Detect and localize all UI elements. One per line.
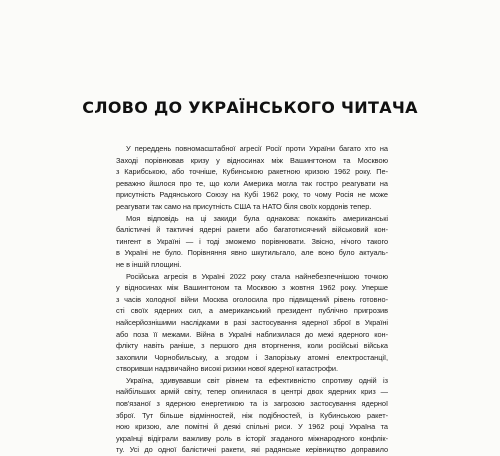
text-line: в Україні не було. Порівняння явно шкутильгало, але воно було актуаль-	[116, 248, 388, 258]
text-line: присутність Радянського Союзу на Кубі 1962 року, то чому Росія не може	[116, 190, 388, 200]
text-line: або поза її межами. Війна в Україні наблизилася до межі ядерного кон-	[116, 329, 388, 339]
body-text	[116, 143, 388, 456]
text-line: створивши надзвичайно високі ризики нової ядерної катастрофи.	[116, 364, 338, 374]
text-line: з Карибською, або точніше, Кубинською ракетною кризою 1962 року. Пе-	[116, 167, 388, 177]
text-line: українці відіграли важливу роль в історії згаданого міжнародного конфлік-	[116, 433, 388, 443]
text-line: з часів холодної війни Москва оголосила про підвищений рівень готовно-	[116, 294, 388, 304]
text-line: пов'язаної з ядерною енергетикою та із загрозою застосування ядерної	[116, 399, 388, 409]
paragraph	[116, 213, 388, 271]
text-line: реважно йшлося про те, що коли Америка могла так гостро реагувати на	[116, 178, 388, 188]
text-line: балістичні й тактичні ядерні ракети або багатотисячний військовий кон-	[116, 225, 388, 235]
text-line: Російська агресія в Україні 2022 року стала найнебезпечнішою точкою	[126, 271, 388, 281]
text-line: У переддень повномасштабної агресії Росії проти України багато хто на	[126, 144, 388, 153]
text-line: тингент в Україні — і тоді зможемо порівнювати. Звісно, нічого такого	[116, 236, 388, 246]
text-line: зброї. Тут більше відмінностей, ніж подібностей, із Кубинською ракет-	[116, 410, 388, 420]
paragraph	[116, 143, 388, 213]
text-line: Україна, здивувавши світ рівнем та ефективністю спротиву одній із	[126, 375, 388, 385]
paragraph	[116, 375, 388, 456]
text-line: у відносинах між Вашингтоном та Москвою з жовтня 1962 року. Уперше	[116, 283, 388, 293]
text-line: Заході порівнював кризу у відносинах між Вашингтоном та Москвою	[116, 155, 388, 165]
page-title: СЛОВО ДО УКРАЇНСЬКОГО ЧИТАЧА	[82, 98, 418, 117]
text-line: ту. Усі до одної балістичні ракети, які радянське керівництво доправило	[116, 445, 388, 455]
text-line: сті своїх ядерних сил, а американський президент публічно пригрозив	[116, 306, 388, 316]
text-line: ною кризою, але помітні й деякі спільні риси. У 1962 році Україна та	[116, 422, 388, 432]
text-line: не в іншій площині.	[116, 259, 182, 269]
text-line: флікту навіть раніше, з першого дня вторгнення, коли російські війська	[116, 341, 388, 351]
text-line: найсерйознішими наслідками в разі застосування ядерної зброї в Україні	[116, 317, 388, 327]
text-line: захопили Чорнобильську, а згодом і Запорізьку атомні електростанції,	[116, 352, 388, 362]
text-line: найбільших армій світу, тепер опинилася в центрі двох ядерних криз —	[116, 387, 388, 397]
text-line: реагувати так само на присутність США та НАТО біля своїх кордонів тепер.	[116, 201, 372, 211]
paragraph	[116, 271, 388, 375]
text-line: Моя відповідь на ці закиди була однакова: покажіть американські	[126, 213, 388, 223]
